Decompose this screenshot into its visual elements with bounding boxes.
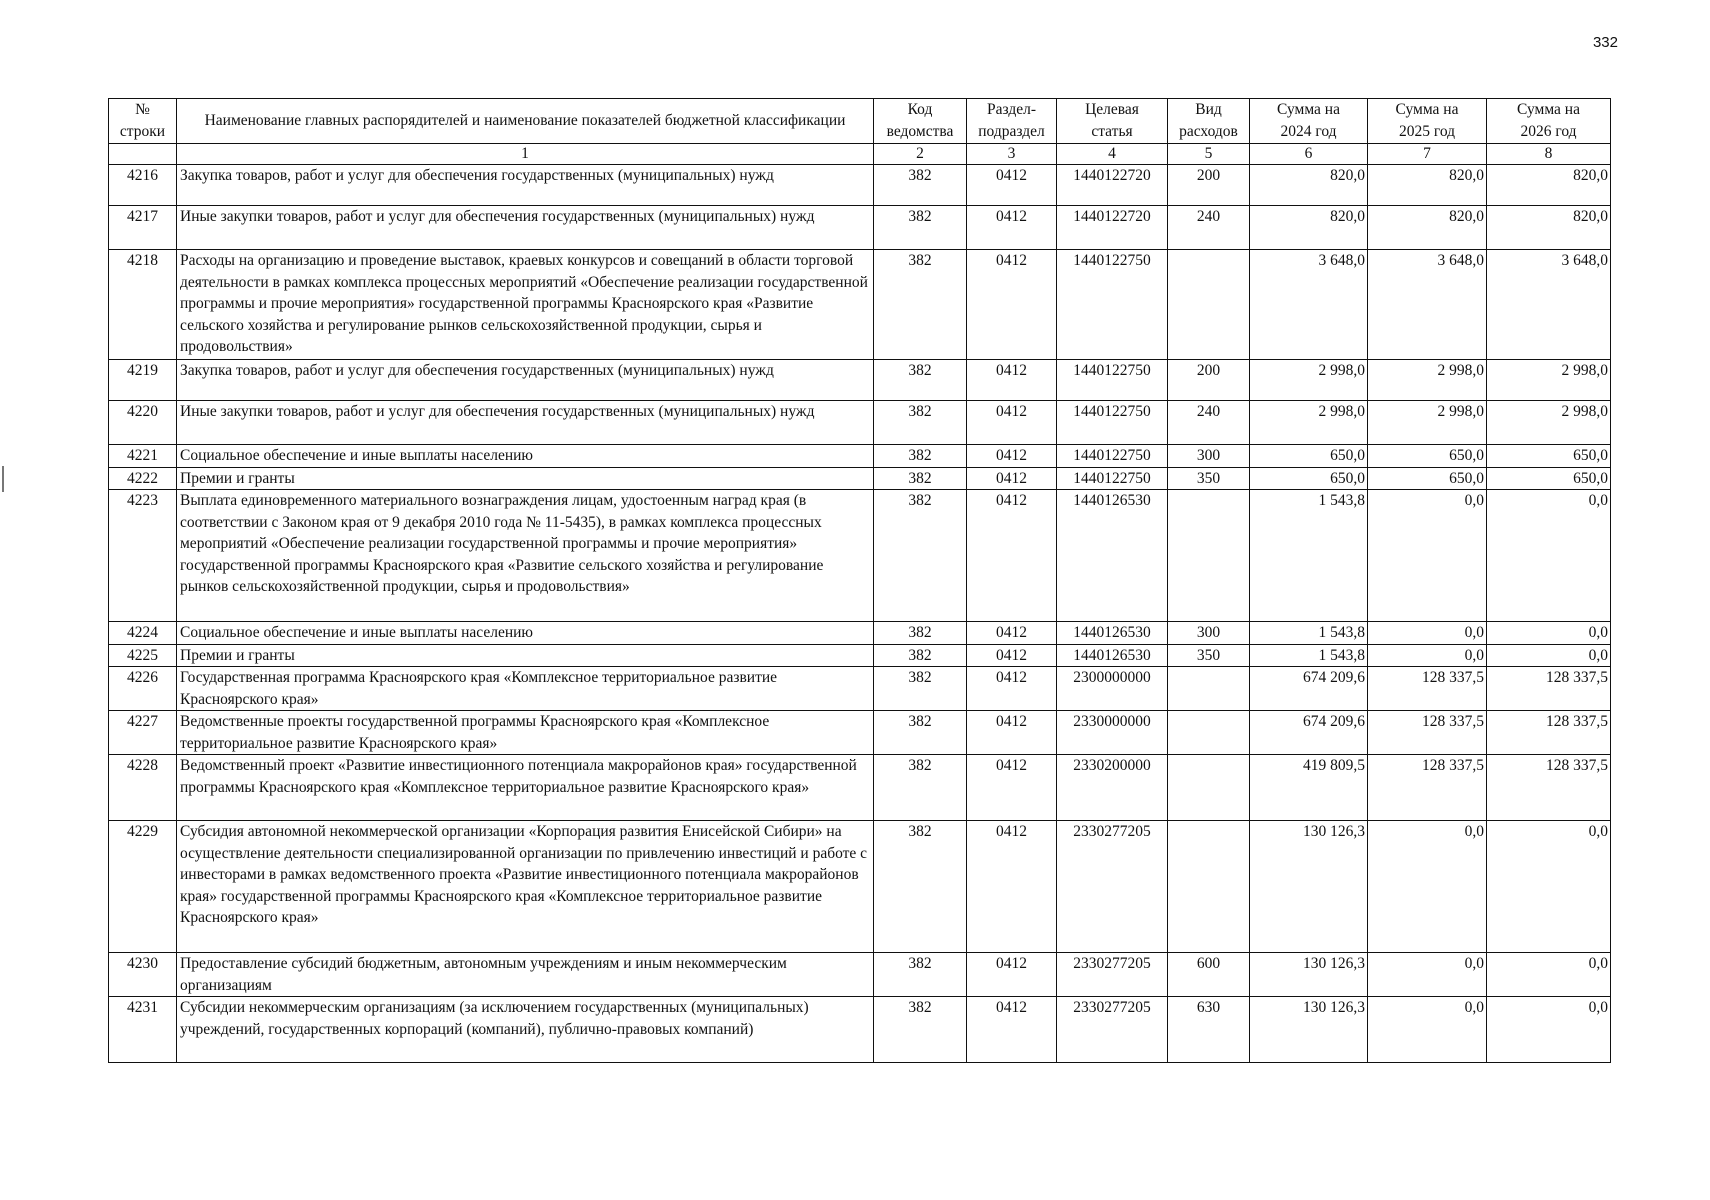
row-dept-code: 382: [874, 755, 967, 821]
row-dept-code: 382: [874, 667, 967, 711]
row-number: 4219: [109, 360, 177, 401]
row-section: 0412: [967, 360, 1057, 401]
column-number-cell: 3: [967, 144, 1057, 165]
row-number: 4231: [109, 997, 177, 1063]
column-number-cell: 8: [1487, 144, 1611, 165]
row-dept-code: 382: [874, 711, 967, 755]
row-number: 4220: [109, 401, 177, 445]
row-kind: [1168, 490, 1250, 622]
row-number: 4230: [109, 953, 177, 997]
row-sum-2024: 820,0: [1250, 206, 1368, 250]
row-dept-code: 382: [874, 165, 967, 206]
row-sum-2026: 0,0: [1487, 622, 1611, 645]
row-kind: [1168, 250, 1250, 360]
row-name: Расходы на организацию и проведение выставок, краевых конкурсов и совещаний в области торговой деятельности в рамках комплекса процессных мероприятий «Обеспечение реализации государственной программы и прочие мероприятия» государственной программы Красноярского края «Развитие сельского хозяйства и регулирование рынков сельскохозяйственной продукции, сырья и продовольствия»: [177, 250, 874, 360]
row-sum-2024: 130 126,3: [1250, 821, 1368, 953]
row-name: Премии и гранты: [177, 644, 874, 667]
row-target: 1440126530: [1057, 490, 1168, 622]
row-sum-2024: 650,0: [1250, 445, 1368, 468]
row-name: Субсидия автономной некоммерческой организации «Корпорация развития Енисейской Сибири» на осуществление деятельности специализированной организации по привлечению инвестиций и работе с инвесторами в рамках ведомственного проекта «Развитие инвестиционного потенциала макрорайонов края» государственной программы Красноярского края «Комплексное территориальное развитие Красноярского края»: [177, 821, 874, 953]
row-sum-2025: 3 648,0: [1368, 250, 1487, 360]
row-target: 1440122750: [1057, 250, 1168, 360]
row-name: Премии и гранты: [177, 467, 874, 490]
scan-margin-mark: [2, 466, 4, 492]
row-number: 4225: [109, 644, 177, 667]
table-row: [109, 953, 1611, 997]
row-sum-2026: 0,0: [1487, 997, 1611, 1063]
row-sum-2026: 2 998,0: [1487, 401, 1611, 445]
table-row: [109, 755, 1611, 821]
row-sum-2026: 0,0: [1487, 821, 1611, 953]
table-row: [109, 165, 1611, 206]
row-section: 0412: [967, 711, 1057, 755]
row-target: 2330277205: [1057, 997, 1168, 1063]
row-name: Иные закупки товаров, работ и услуг для обеспечения государственных (муниципальных) нужд: [177, 401, 874, 445]
row-section: 0412: [967, 667, 1057, 711]
row-section: 0412: [967, 445, 1057, 468]
row-sum-2026: 2 998,0: [1487, 360, 1611, 401]
table-row: [109, 206, 1611, 250]
row-name: Субсидии некоммерческим организациям (за исключением государственных (муниципальных) учреждений, государственных корпораций (компаний), публично-правовых компаний): [177, 997, 874, 1063]
table-row: [109, 250, 1611, 360]
table-row: [109, 821, 1611, 953]
row-sum-2024: 674 209,6: [1250, 711, 1368, 755]
row-sum-2024: 130 126,3: [1250, 997, 1368, 1063]
row-sum-2026: 820,0: [1487, 165, 1611, 206]
row-number: 4218: [109, 250, 177, 360]
row-number: 4223: [109, 490, 177, 622]
row-kind: 350: [1168, 467, 1250, 490]
row-sum-2025: 0,0: [1368, 821, 1487, 953]
row-sum-2024: 419 809,5: [1250, 755, 1368, 821]
row-kind: 240: [1168, 206, 1250, 250]
row-name: Закупка товаров, работ и услуг для обеспечения государственных (муниципальных) нужд: [177, 360, 874, 401]
row-dept-code: 382: [874, 401, 967, 445]
row-sum-2025: 650,0: [1368, 467, 1487, 490]
table-header-row: [109, 99, 1611, 144]
row-section: 0412: [967, 467, 1057, 490]
row-kind: 300: [1168, 445, 1250, 468]
row-kind: [1168, 755, 1250, 821]
row-kind: 240: [1168, 401, 1250, 445]
row-number: 4229: [109, 821, 177, 953]
row-kind: [1168, 667, 1250, 711]
row-target: 2330277205: [1057, 953, 1168, 997]
row-sum-2025: 0,0: [1368, 622, 1487, 645]
row-dept-code: 382: [874, 997, 967, 1063]
header-kind: Вид расходов: [1168, 99, 1250, 144]
row-kind: 200: [1168, 165, 1250, 206]
row-sum-2025: 820,0: [1368, 206, 1487, 250]
row-sum-2025: 820,0: [1368, 165, 1487, 206]
table-row: [109, 445, 1611, 468]
row-sum-2025: 2 998,0: [1368, 360, 1487, 401]
row-sum-2024: 820,0: [1250, 165, 1368, 206]
page-number: 332: [1592, 34, 1618, 51]
row-name: Ведомственные проекты государственной программы Красноярского края «Комплексное территориальное развитие Красноярского края»: [177, 711, 874, 755]
row-number: 4222: [109, 467, 177, 490]
row-section: 0412: [967, 206, 1057, 250]
column-number-cell: [109, 144, 177, 165]
row-name: Социальное обеспечение и иные выплаты населению: [177, 445, 874, 468]
row-number: 4227: [109, 711, 177, 755]
row-sum-2024: 130 126,3: [1250, 953, 1368, 997]
row-number: 4216: [109, 165, 177, 206]
row-sum-2026: 0,0: [1487, 644, 1611, 667]
row-sum-2026: 650,0: [1487, 467, 1611, 490]
row-sum-2026: 0,0: [1487, 490, 1611, 622]
row-sum-2026: 128 337,5: [1487, 755, 1611, 821]
header-section: Раздел- подраздел: [967, 99, 1057, 144]
row-target: 2300000000: [1057, 667, 1168, 711]
row-kind: 600: [1168, 953, 1250, 997]
table-row: [109, 667, 1611, 711]
row-dept-code: 382: [874, 250, 967, 360]
row-kind: 200: [1168, 360, 1250, 401]
row-kind: 630: [1168, 997, 1250, 1063]
row-kind: [1168, 821, 1250, 953]
row-section: 0412: [967, 644, 1057, 667]
row-target: 2330277205: [1057, 821, 1168, 953]
row-name: Иные закупки товаров, работ и услуг для обеспечения государственных (муниципальных) нужд: [177, 206, 874, 250]
header-sum-2026: Сумма на 2026 год: [1487, 99, 1611, 144]
row-target: 1440122750: [1057, 467, 1168, 490]
row-sum-2026: 3 648,0: [1487, 250, 1611, 360]
row-dept-code: 382: [874, 206, 967, 250]
row-target: 2330200000: [1057, 755, 1168, 821]
row-target: 2330000000: [1057, 711, 1168, 755]
row-number: 4226: [109, 667, 177, 711]
row-sum-2024: 1 543,8: [1250, 644, 1368, 667]
row-sum-2026: 0,0: [1487, 953, 1611, 997]
row-section: 0412: [967, 490, 1057, 622]
row-name: Выплата единовременного материального вознаграждения лицам, удостоенным наград края (в соответствии с Законом края от 9 декабря 2010 года № 11-5435), в рамках комплекса процессных мероприятий «Обеспечение реализации государственной программы и прочие мероприятия» государственной программы Красноярского края «Развитие сельского хозяйства и регулирование рынков сельскохозяйственной продукции, сырья и продовольствия»: [177, 490, 874, 622]
row-sum-2024: 650,0: [1250, 467, 1368, 490]
row-dept-code: 382: [874, 360, 967, 401]
table-row: [109, 467, 1611, 490]
row-sum-2024: 2 998,0: [1250, 401, 1368, 445]
row-section: 0412: [967, 250, 1057, 360]
column-number-cell: 2: [874, 144, 967, 165]
row-section: 0412: [967, 953, 1057, 997]
row-dept-code: 382: [874, 821, 967, 953]
row-number: 4228: [109, 755, 177, 821]
row-kind: [1168, 711, 1250, 755]
row-sum-2025: 650,0: [1368, 445, 1487, 468]
row-sum-2024: 674 209,6: [1250, 667, 1368, 711]
row-section: 0412: [967, 401, 1057, 445]
column-number-cell: 1: [177, 144, 874, 165]
row-target: 1440122750: [1057, 445, 1168, 468]
table-row: [109, 622, 1611, 645]
row-dept-code: 382: [874, 467, 967, 490]
table-row: [109, 711, 1611, 755]
column-number-cell: 4: [1057, 144, 1168, 165]
row-sum-2024: 1 543,8: [1250, 622, 1368, 645]
row-sum-2025: 128 337,5: [1368, 667, 1487, 711]
row-sum-2024: 2 998,0: [1250, 360, 1368, 401]
table-row: [109, 997, 1611, 1063]
row-section: 0412: [967, 165, 1057, 206]
header-sum-2024: Сумма на 2024 год: [1250, 99, 1368, 144]
header-row-number: № строки: [109, 99, 177, 144]
row-number: 4221: [109, 445, 177, 468]
row-number: 4217: [109, 206, 177, 250]
row-name: Ведомственный проект «Развитие инвестиционного потенциала макрорайонов края» государственной программы Красноярского края «Комплексное территориальное развитие Красноярского края»: [177, 755, 874, 821]
row-sum-2026: 128 337,5: [1487, 667, 1611, 711]
row-target: 1440122750: [1057, 360, 1168, 401]
row-section: 0412: [967, 997, 1057, 1063]
column-number-cell: 5: [1168, 144, 1250, 165]
row-sum-2024: 1 543,8: [1250, 490, 1368, 622]
row-kind: 350: [1168, 644, 1250, 667]
row-number: 4224: [109, 622, 177, 645]
row-sum-2025: 0,0: [1368, 644, 1487, 667]
row-name: Государственная программа Красноярского края «Комплексное территориальное развитие Красноярского края»: [177, 667, 874, 711]
row-section: 0412: [967, 821, 1057, 953]
row-sum-2026: 820,0: [1487, 206, 1611, 250]
row-sum-2024: 3 648,0: [1250, 250, 1368, 360]
row-target: 1440122750: [1057, 401, 1168, 445]
table-row: [109, 401, 1611, 445]
column-number-cell: 7: [1368, 144, 1487, 165]
row-dept-code: 382: [874, 953, 967, 997]
row-target: 1440122720: [1057, 165, 1168, 206]
table-row: [109, 360, 1611, 401]
row-name: Предоставление субсидий бюджетным, автономным учреждениям и иным некоммерческим организациям: [177, 953, 874, 997]
column-number-row: [109, 144, 1611, 165]
row-target: 1440122720: [1057, 206, 1168, 250]
row-dept-code: 382: [874, 622, 967, 645]
row-name: Социальное обеспечение и иные выплаты населению: [177, 622, 874, 645]
header-sum-2025: Сумма на 2025 год: [1368, 99, 1487, 144]
column-number-cell: 6: [1250, 144, 1368, 165]
row-sum-2025: 0,0: [1368, 490, 1487, 622]
row-section: 0412: [967, 755, 1057, 821]
budget-table: [108, 98, 1611, 1063]
row-dept-code: 382: [874, 490, 967, 622]
header-name: Наименование главных распорядителей и наименование показателей бюджетной классификации: [177, 99, 874, 144]
row-dept-code: 382: [874, 644, 967, 667]
header-dept-code: Код ведомства: [874, 99, 967, 144]
row-sum-2025: 128 337,5: [1368, 711, 1487, 755]
table-row: [109, 644, 1611, 667]
row-target: 1440126530: [1057, 644, 1168, 667]
row-sum-2025: 0,0: [1368, 997, 1487, 1063]
header-target: Целевая статья: [1057, 99, 1168, 144]
row-name: Закупка товаров, работ и услуг для обеспечения государственных (муниципальных) нужд: [177, 165, 874, 206]
row-sum-2025: 128 337,5: [1368, 755, 1487, 821]
row-dept-code: 382: [874, 445, 967, 468]
table-body: [109, 165, 1611, 1063]
row-kind: 300: [1168, 622, 1250, 645]
row-target: 1440126530: [1057, 622, 1168, 645]
row-sum-2025: 0,0: [1368, 953, 1487, 997]
table-row: [109, 490, 1611, 622]
row-sum-2026: 650,0: [1487, 445, 1611, 468]
row-sum-2025: 2 998,0: [1368, 401, 1487, 445]
row-sum-2026: 128 337,5: [1487, 711, 1611, 755]
row-section: 0412: [967, 622, 1057, 645]
